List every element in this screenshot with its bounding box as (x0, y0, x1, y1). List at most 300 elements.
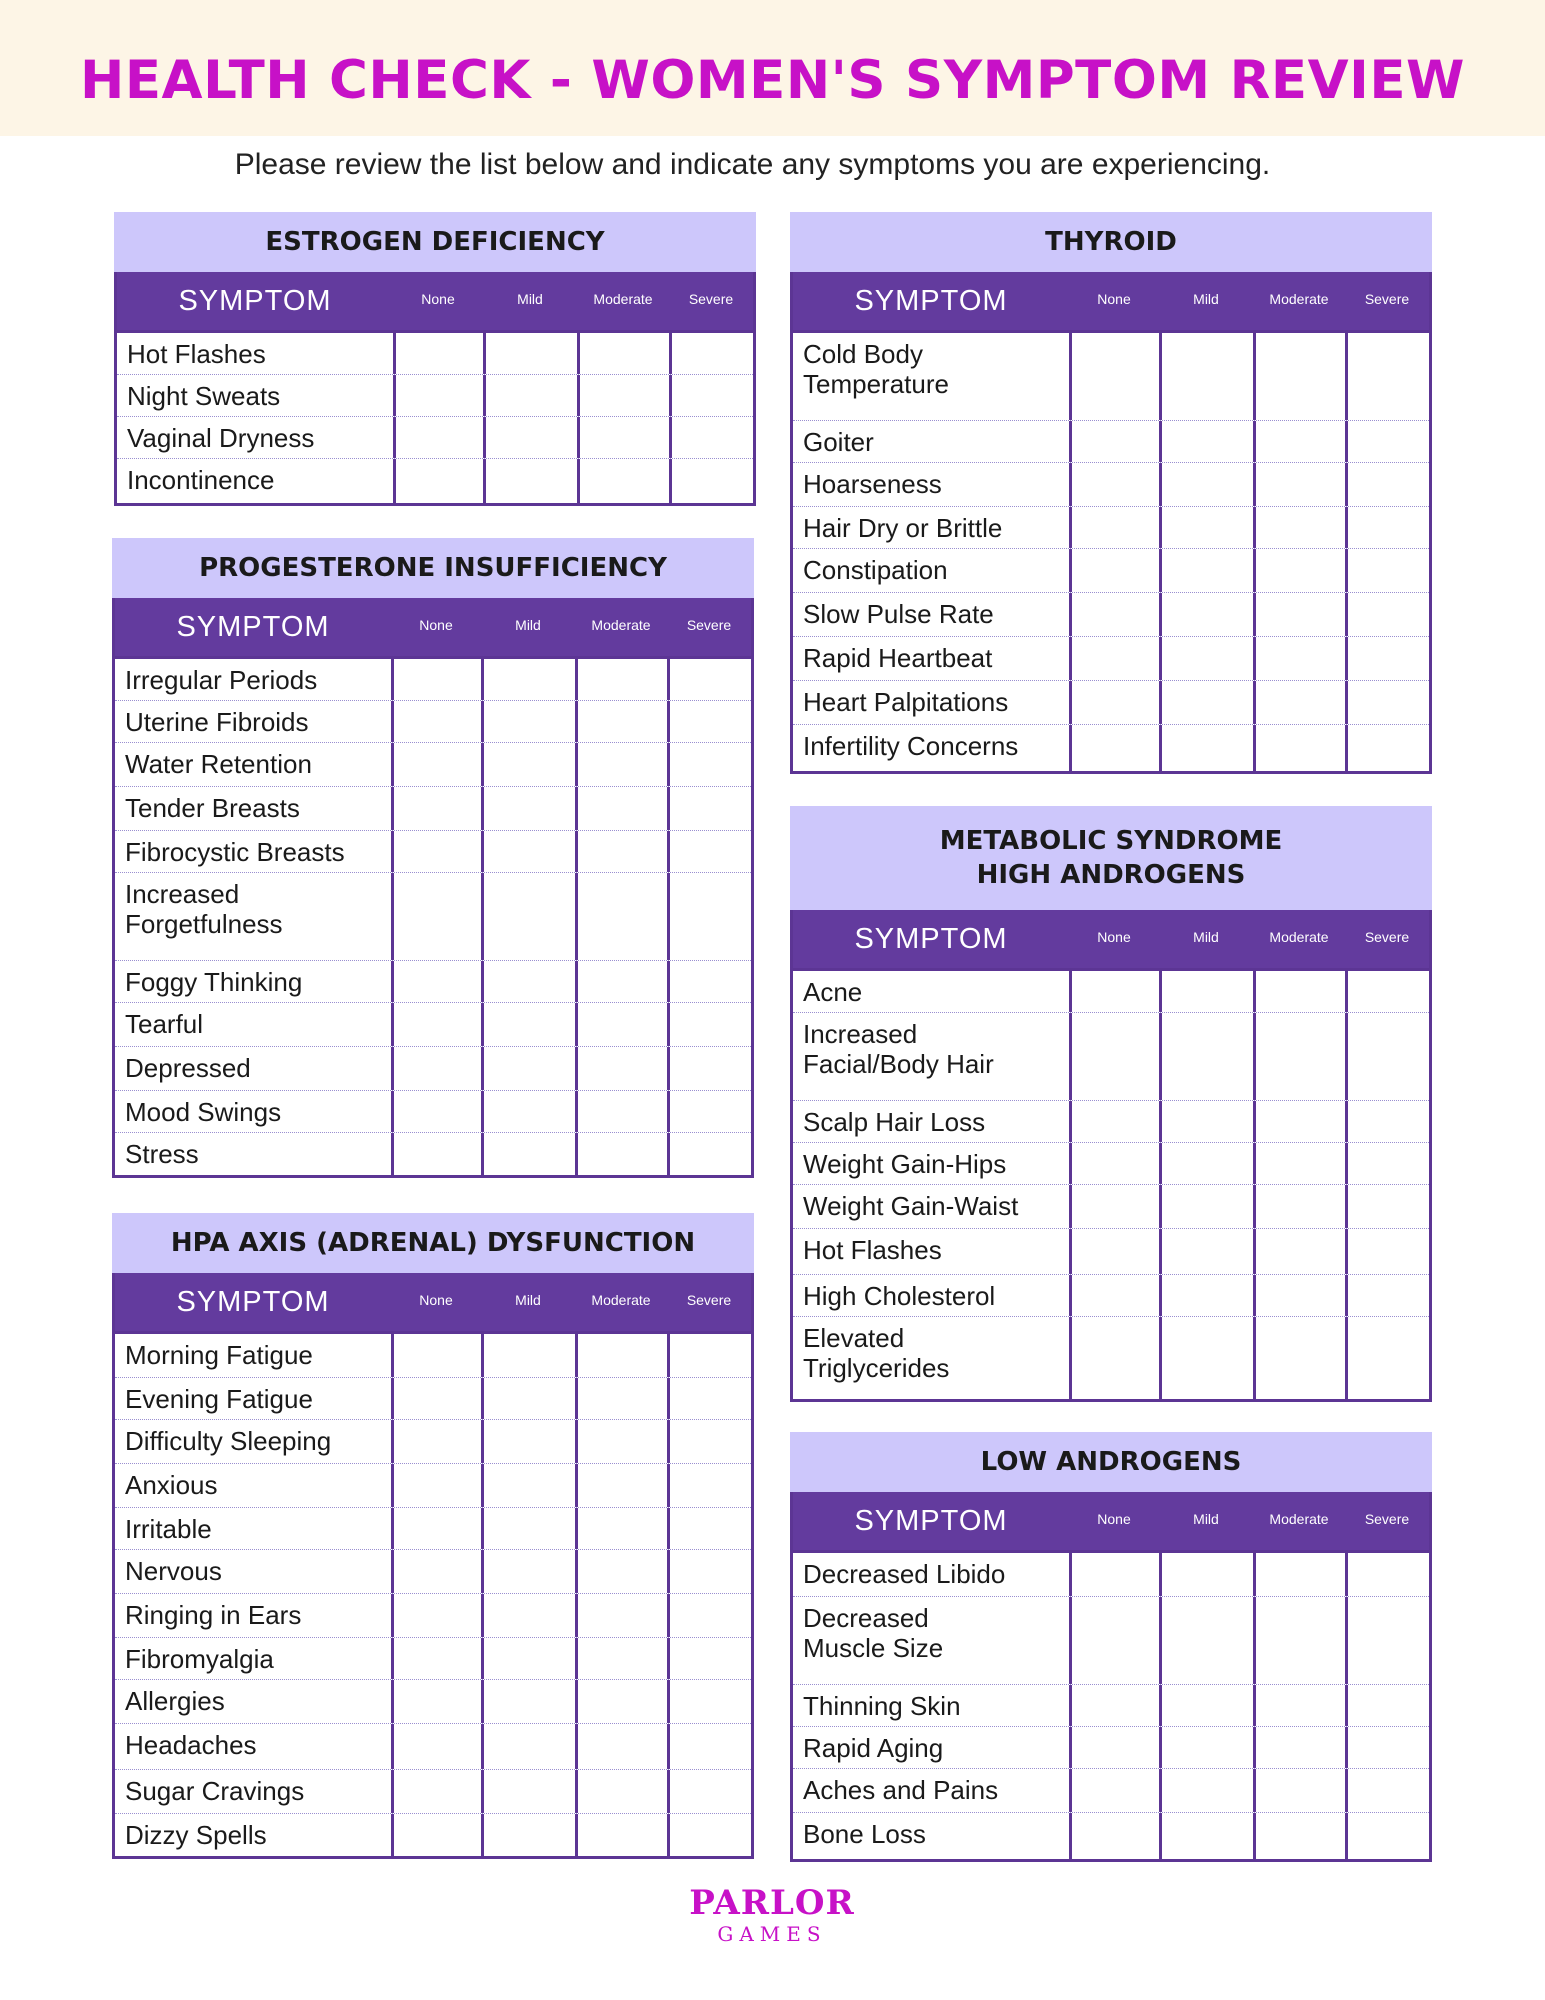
rating-cell-mild[interactable] (1159, 1553, 1253, 1596)
rating-cell-severe[interactable] (667, 701, 751, 742)
rating-cell-moderate[interactable] (1253, 1769, 1345, 1812)
rating-cell-severe[interactable] (667, 1550, 751, 1593)
symptom-label: High Cholesterol (803, 1281, 996, 1311)
table-row (115, 1047, 751, 1091)
level-header-moderate: Moderate (1269, 1511, 1329, 1527)
rating-cell-mild[interactable] (483, 333, 577, 374)
rating-cell-moderate[interactable] (575, 1464, 667, 1507)
rating-cell-severe[interactable] (667, 831, 751, 872)
rating-cell-moderate[interactable] (1253, 549, 1345, 592)
rating-cell-severe[interactable] (1345, 971, 1429, 1012)
rating-cell-moderate[interactable] (575, 1420, 667, 1463)
rating-cell-moderate[interactable] (1253, 681, 1345, 724)
table-row (793, 1727, 1429, 1769)
symptom-label: Thinning Skin (803, 1691, 961, 1721)
rating-cell-mild[interactable] (1159, 593, 1253, 636)
rating-cell-none[interactable] (1069, 1275, 1159, 1316)
symptom-label: Constipation (803, 555, 948, 585)
rating-cell-severe[interactable] (1345, 1185, 1429, 1228)
table-row (115, 831, 751, 873)
level-header-moderate: Moderate (591, 617, 651, 633)
level-header-none: None (1097, 1511, 1131, 1527)
rating-cell-none[interactable] (391, 743, 481, 786)
rating-cell-moderate[interactable] (575, 1814, 667, 1856)
rating-cell-moderate[interactable] (577, 417, 669, 458)
rating-cell-mild[interactable] (1159, 681, 1253, 724)
rating-cell-none[interactable] (393, 459, 483, 503)
rating-cell-severe[interactable] (667, 1724, 751, 1769)
rating-cell-none[interactable] (391, 1003, 481, 1046)
rating-cell-severe[interactable] (1345, 1229, 1429, 1274)
rating-cell-moderate[interactable] (1253, 463, 1345, 506)
symptom-label: Scalp Hair Loss (803, 1107, 986, 1137)
rating-cell-moderate[interactable] (1253, 637, 1345, 680)
rating-cell-moderate[interactable] (1253, 1229, 1345, 1274)
table-body (793, 330, 1429, 771)
rating-cell-severe[interactable] (1345, 1685, 1429, 1726)
table-row (115, 1508, 751, 1550)
level-header-mild: Mild (1193, 1511, 1219, 1527)
rating-cell-mild[interactable] (1159, 1727, 1253, 1768)
rating-cell-severe[interactable] (1345, 463, 1429, 506)
rating-cell-mild[interactable] (481, 1508, 575, 1549)
rating-cell-moderate[interactable] (1253, 333, 1345, 420)
rating-cell-moderate[interactable] (575, 787, 667, 830)
section-title: THYROID (790, 212, 1432, 272)
rating-cell-mild[interactable] (481, 1724, 575, 1769)
section-progesterone-insufficiency (112, 538, 754, 1178)
rating-cell-moderate[interactable] (1253, 1013, 1345, 1100)
rating-cell-none[interactable] (391, 1724, 481, 1769)
rating-cell-none[interactable] (391, 1334, 481, 1377)
table-header (115, 598, 751, 656)
rating-cell-severe[interactable] (667, 1464, 751, 1507)
symptom-label: Decreased Muscle Size (803, 1603, 944, 1663)
rating-cell-severe[interactable] (1345, 507, 1429, 548)
rating-cell-none[interactable] (391, 831, 481, 872)
rating-cell-none[interactable] (391, 1770, 481, 1813)
symptom-label: Rapid Heartbeat (803, 643, 993, 673)
rating-cell-severe[interactable] (667, 1047, 751, 1090)
rating-cell-moderate[interactable] (1253, 1597, 1345, 1684)
rating-cell-severe[interactable] (1345, 1813, 1429, 1859)
rating-cell-moderate[interactable] (575, 743, 667, 786)
rating-cell-severe[interactable] (667, 1770, 751, 1813)
symptom-label: Mood Swings (125, 1097, 282, 1127)
table-row (115, 961, 751, 1003)
symptom-column-header: SYMPTOM (176, 610, 330, 643)
rating-cell-mild[interactable] (1159, 1685, 1253, 1726)
rating-cell-mild[interactable] (481, 1814, 575, 1856)
rating-cell-mild[interactable] (1159, 971, 1253, 1012)
rating-cell-severe[interactable] (667, 961, 751, 1002)
rating-cell-none[interactable] (391, 1638, 481, 1679)
table-row (117, 417, 753, 459)
table-row (793, 1553, 1429, 1597)
symptom-label: Bone Loss (803, 1819, 926, 1849)
symptom-label: Hoarseness (803, 469, 942, 499)
table-header (793, 1492, 1429, 1550)
rating-cell-moderate[interactable] (1253, 1813, 1345, 1859)
rating-cell-none[interactable] (393, 375, 483, 416)
symptom-label: Stress (125, 1139, 199, 1169)
rating-cell-mild[interactable] (1159, 1769, 1253, 1812)
table-row (115, 1334, 751, 1378)
rating-cell-none[interactable] (391, 1133, 481, 1175)
symptom-label: Sugar Cravings (125, 1776, 305, 1806)
rating-cell-mild[interactable] (483, 375, 577, 416)
symptom-label: Infertility Concerns (803, 731, 1019, 761)
table-row (793, 1813, 1429, 1859)
rating-cell-none[interactable] (391, 1814, 481, 1856)
rating-cell-mild[interactable] (481, 873, 575, 960)
rating-cell-moderate[interactable] (1253, 1317, 1345, 1399)
rating-cell-none[interactable] (1069, 637, 1159, 680)
symptom-label: Morning Fatigue (125, 1340, 313, 1370)
rating-cell-mild[interactable] (1159, 1013, 1253, 1100)
symptom-label: Water Retention (125, 749, 312, 779)
rating-cell-none[interactable] (1069, 1685, 1159, 1726)
rating-cell-none[interactable] (393, 333, 483, 374)
rating-cell-none[interactable] (1069, 1229, 1159, 1274)
table-row (793, 1229, 1429, 1275)
rating-cell-mild[interactable] (1159, 1229, 1253, 1274)
rating-cell-mild[interactable] (481, 1047, 575, 1090)
symptom-label: Irritable (125, 1514, 212, 1544)
symptom-label: Irregular Periods (125, 665, 318, 695)
rating-cell-mild[interactable] (1159, 1143, 1253, 1184)
rating-cell-mild[interactable] (1159, 333, 1253, 420)
rating-cell-mild[interactable] (481, 1550, 575, 1593)
table-row (793, 971, 1429, 1013)
rating-cell-moderate[interactable] (575, 1770, 667, 1813)
rating-cell-moderate[interactable] (575, 1003, 667, 1046)
rating-cell-mild[interactable] (1159, 1275, 1253, 1316)
rating-cell-severe[interactable] (1345, 593, 1429, 636)
table-row (115, 659, 751, 701)
rating-cell-moderate[interactable] (577, 333, 669, 374)
rating-cell-moderate[interactable] (1253, 1275, 1345, 1316)
level-header-moderate: Moderate (1269, 291, 1329, 307)
rating-cell-moderate[interactable] (1253, 725, 1345, 771)
rating-cell-mild[interactable] (1159, 1101, 1253, 1142)
table-row (115, 743, 751, 787)
rating-cell-severe[interactable] (1345, 681, 1429, 724)
rating-cell-severe[interactable] (667, 873, 751, 960)
rating-cell-mild[interactable] (481, 831, 575, 872)
rating-cell-none[interactable] (1069, 725, 1159, 771)
rating-cell-severe[interactable] (667, 1003, 751, 1046)
rating-cell-severe[interactable] (1345, 1769, 1429, 1812)
rating-cell-none[interactable] (391, 1420, 481, 1463)
symptom-label: Foggy Thinking (125, 967, 303, 997)
rating-cell-moderate[interactable] (577, 459, 669, 503)
logo-wordmark-top: PARLOR (689, 1883, 855, 1923)
rating-cell-none[interactable] (1069, 1317, 1159, 1399)
rating-cell-moderate[interactable] (1253, 1727, 1345, 1768)
rating-cell-mild[interactable] (1159, 1813, 1253, 1859)
rating-cell-moderate[interactable] (575, 1508, 667, 1549)
symptom-column-header: SYMPTOM (176, 1285, 330, 1318)
symptom-column-header: SYMPTOM (854, 284, 1008, 317)
rating-cell-severe[interactable] (1345, 637, 1429, 680)
rating-cell-none[interactable] (391, 1091, 481, 1132)
symptom-label: Heart Palpitations (803, 687, 1009, 717)
rating-cell-severe[interactable] (1345, 1275, 1429, 1316)
rating-cell-moderate[interactable] (575, 873, 667, 960)
symptom-label: Hot Flashes (127, 339, 266, 369)
rating-cell-moderate[interactable] (575, 1594, 667, 1637)
rating-cell-none[interactable] (1069, 1185, 1159, 1228)
table-row (117, 333, 753, 375)
rating-cell-severe[interactable] (669, 417, 753, 458)
level-header-mild: Mild (517, 291, 543, 307)
rating-cell-none[interactable] (391, 873, 481, 960)
rating-cell-none[interactable] (1069, 1013, 1159, 1100)
rating-cell-severe[interactable] (669, 333, 753, 374)
rating-cell-none[interactable] (393, 417, 483, 458)
rating-cell-none[interactable] (391, 1680, 481, 1723)
table-row (117, 375, 753, 417)
rating-cell-severe[interactable] (1345, 1597, 1429, 1684)
rating-cell-severe[interactable] (667, 1680, 751, 1723)
rating-cell-moderate[interactable] (575, 1047, 667, 1090)
rating-cell-mild[interactable] (481, 787, 575, 830)
rating-cell-moderate[interactable] (575, 1133, 667, 1175)
symptom-table (790, 910, 1432, 1402)
rating-cell-severe[interactable] (667, 659, 751, 700)
rating-cell-none[interactable] (1069, 593, 1159, 636)
rating-cell-severe[interactable] (1345, 1553, 1429, 1596)
rating-cell-none[interactable] (391, 1594, 481, 1637)
rating-cell-none[interactable] (391, 1047, 481, 1090)
symptom-label: Acne (803, 977, 863, 1007)
rating-cell-severe[interactable] (1345, 1317, 1429, 1399)
rating-cell-none[interactable] (391, 961, 481, 1002)
rating-cell-severe[interactable] (669, 459, 753, 503)
rating-cell-severe[interactable] (1345, 1727, 1429, 1768)
table-row (115, 701, 751, 743)
rating-cell-mild[interactable] (481, 659, 575, 700)
rating-cell-severe[interactable] (667, 743, 751, 786)
rating-cell-none[interactable] (391, 787, 481, 830)
rating-cell-severe[interactable] (667, 1378, 751, 1419)
table-row (115, 1003, 751, 1047)
rating-cell-mild[interactable] (1159, 507, 1253, 548)
symptom-label: Vaginal Dryness (127, 423, 315, 453)
symptom-label: Nervous (125, 1556, 222, 1586)
rating-cell-mild[interactable] (1159, 463, 1253, 506)
table-row (793, 1143, 1429, 1185)
table-row (793, 593, 1429, 637)
rating-cell-mild[interactable] (483, 459, 577, 503)
symptom-label: Rapid Aging (803, 1733, 944, 1763)
rating-cell-moderate[interactable] (1253, 1143, 1345, 1184)
rating-cell-severe[interactable] (1345, 333, 1429, 420)
symptom-label: Evening Fatigue (125, 1384, 313, 1414)
rating-cell-none[interactable] (391, 1508, 481, 1549)
rating-cell-mild[interactable] (481, 961, 575, 1002)
rating-cell-mild[interactable] (481, 1464, 575, 1507)
rating-cell-moderate[interactable] (575, 1334, 667, 1377)
rating-cell-moderate[interactable] (575, 659, 667, 700)
rating-cell-none[interactable] (1069, 1101, 1159, 1142)
symptom-label: Ringing in Ears (125, 1600, 302, 1630)
rating-cell-moderate[interactable] (575, 1550, 667, 1593)
rating-cell-mild[interactable] (481, 1680, 575, 1723)
rating-cell-mild[interactable] (1159, 1317, 1253, 1399)
rating-cell-mild[interactable] (481, 701, 575, 742)
level-header-none: None (1097, 291, 1131, 307)
rating-cell-moderate[interactable] (1253, 421, 1345, 462)
rating-cell-moderate[interactable] (1253, 1553, 1345, 1596)
table-row (793, 1013, 1429, 1101)
table-body (117, 330, 753, 503)
rating-cell-none[interactable] (1069, 971, 1159, 1012)
rating-cell-severe[interactable] (667, 1508, 751, 1549)
rating-cell-none[interactable] (1069, 1813, 1159, 1859)
symptom-label: Headaches (125, 1730, 257, 1760)
rating-cell-moderate[interactable] (1253, 971, 1345, 1012)
rating-cell-moderate[interactable] (575, 1638, 667, 1679)
rating-cell-none[interactable] (1069, 549, 1159, 592)
rating-cell-mild[interactable] (1159, 421, 1253, 462)
rating-cell-none[interactable] (391, 701, 481, 742)
level-header-none: None (419, 617, 453, 633)
table-row (115, 873, 751, 961)
symptom-column-header: SYMPTOM (854, 922, 1008, 955)
rating-cell-severe[interactable] (1345, 1143, 1429, 1184)
symptom-label: Uterine Fibroids (125, 707, 309, 737)
rating-cell-moderate[interactable] (1253, 593, 1345, 636)
rating-cell-none[interactable] (1069, 507, 1159, 548)
rating-cell-mild[interactable] (481, 743, 575, 786)
table-row (793, 1597, 1429, 1685)
table-body (793, 1550, 1429, 1859)
rating-cell-mild[interactable] (481, 1003, 575, 1046)
table-row (793, 463, 1429, 507)
rating-cell-mild[interactable] (481, 1091, 575, 1132)
rating-cell-none[interactable] (1069, 1597, 1159, 1684)
table-row (115, 1638, 751, 1680)
rating-cell-severe[interactable] (667, 1420, 751, 1463)
rating-cell-severe[interactable] (667, 1133, 751, 1175)
rating-cell-moderate[interactable] (575, 1680, 667, 1723)
rating-cell-none[interactable] (1069, 333, 1159, 420)
level-header-severe: Severe (686, 1292, 732, 1308)
rating-cell-severe[interactable] (667, 1814, 751, 1856)
rating-cell-moderate[interactable] (575, 1724, 667, 1769)
rating-cell-moderate[interactable] (575, 701, 667, 742)
rating-cell-none[interactable] (1069, 1553, 1159, 1596)
level-header-none: None (419, 1292, 453, 1308)
table-row (793, 1769, 1429, 1813)
rating-cell-moderate[interactable] (1253, 1185, 1345, 1228)
rating-cell-none[interactable] (1069, 1727, 1159, 1768)
section-title: PROGESTERONE INSUFFICIENCY (112, 538, 754, 598)
rating-cell-severe[interactable] (667, 1594, 751, 1637)
symptom-table (790, 1492, 1432, 1862)
rating-cell-severe[interactable] (1345, 421, 1429, 462)
rating-cell-moderate[interactable] (575, 831, 667, 872)
rating-cell-mild[interactable] (481, 1770, 575, 1813)
table-row (115, 1724, 751, 1770)
symptom-label: Slow Pulse Rate (803, 599, 994, 629)
table-row (793, 637, 1429, 681)
rating-cell-none[interactable] (391, 1464, 481, 1507)
rating-cell-severe[interactable] (667, 787, 751, 830)
rating-cell-none[interactable] (391, 1550, 481, 1593)
rating-cell-moderate[interactable] (1253, 507, 1345, 548)
parlor-games-logo (672, 1884, 872, 1946)
rating-cell-mild[interactable] (481, 1420, 575, 1463)
table-row (793, 1101, 1429, 1143)
rating-cell-mild[interactable] (481, 1133, 575, 1175)
table-row (115, 1464, 751, 1508)
rating-cell-mild[interactable] (481, 1638, 575, 1679)
rating-cell-severe[interactable] (1345, 1101, 1429, 1142)
rating-cell-none[interactable] (1069, 681, 1159, 724)
table-header (117, 272, 753, 330)
rating-cell-none[interactable] (1069, 463, 1159, 506)
symptom-table (112, 598, 754, 1178)
table-row (115, 1133, 751, 1175)
rating-cell-moderate[interactable] (575, 1091, 667, 1132)
rating-cell-none[interactable] (391, 1378, 481, 1419)
rating-cell-mild[interactable] (481, 1594, 575, 1637)
symptom-label: Depressed (125, 1053, 251, 1083)
rating-cell-mild[interactable] (1159, 1597, 1253, 1684)
rating-cell-moderate[interactable] (575, 1378, 667, 1419)
rating-cell-mild[interactable] (481, 1334, 575, 1377)
rating-cell-moderate[interactable] (1253, 1685, 1345, 1726)
rating-cell-mild[interactable] (1159, 1185, 1253, 1228)
level-header-mild: Mild (515, 1292, 541, 1308)
rating-cell-mild[interactable] (1159, 549, 1253, 592)
rating-cell-severe[interactable] (1345, 549, 1429, 592)
rating-cell-severe[interactable] (669, 375, 753, 416)
rating-cell-severe[interactable] (1345, 1013, 1429, 1100)
table-row (115, 1420, 751, 1464)
table-row (115, 1091, 751, 1133)
rating-cell-mild[interactable] (483, 417, 577, 458)
section-title: LOW ANDROGENS (790, 1432, 1432, 1492)
rating-cell-none[interactable] (1069, 1143, 1159, 1184)
rating-cell-none[interactable] (1069, 1769, 1159, 1812)
rating-cell-mild[interactable] (1159, 725, 1253, 771)
rating-cell-moderate[interactable] (577, 375, 669, 416)
rating-cell-severe[interactable] (1345, 725, 1429, 771)
level-header-none: None (1097, 929, 1131, 945)
rating-cell-severe[interactable] (667, 1091, 751, 1132)
rating-cell-severe[interactable] (667, 1334, 751, 1377)
rating-cell-moderate[interactable] (1253, 1101, 1345, 1142)
section-title: METABOLIC SYNDROME HIGH ANDROGENS (790, 806, 1432, 910)
rating-cell-moderate[interactable] (575, 961, 667, 1002)
level-header-severe: Severe (1364, 1511, 1410, 1527)
symptom-table (790, 272, 1432, 774)
rating-cell-none[interactable] (1069, 421, 1159, 462)
logo-wordmark-bottom: GAMES (717, 1922, 827, 1946)
section-low-androgens (790, 1432, 1432, 1862)
rating-cell-none[interactable] (391, 659, 481, 700)
symptom-label: Decreased Libido (803, 1559, 1006, 1589)
rating-cell-severe[interactable] (667, 1638, 751, 1679)
symptom-label: Increased Forgetfulness (125, 879, 283, 939)
rating-cell-mild[interactable] (481, 1378, 575, 1419)
rating-cell-mild[interactable] (1159, 637, 1253, 680)
symptom-label: Fibrocystic Breasts (125, 837, 345, 867)
